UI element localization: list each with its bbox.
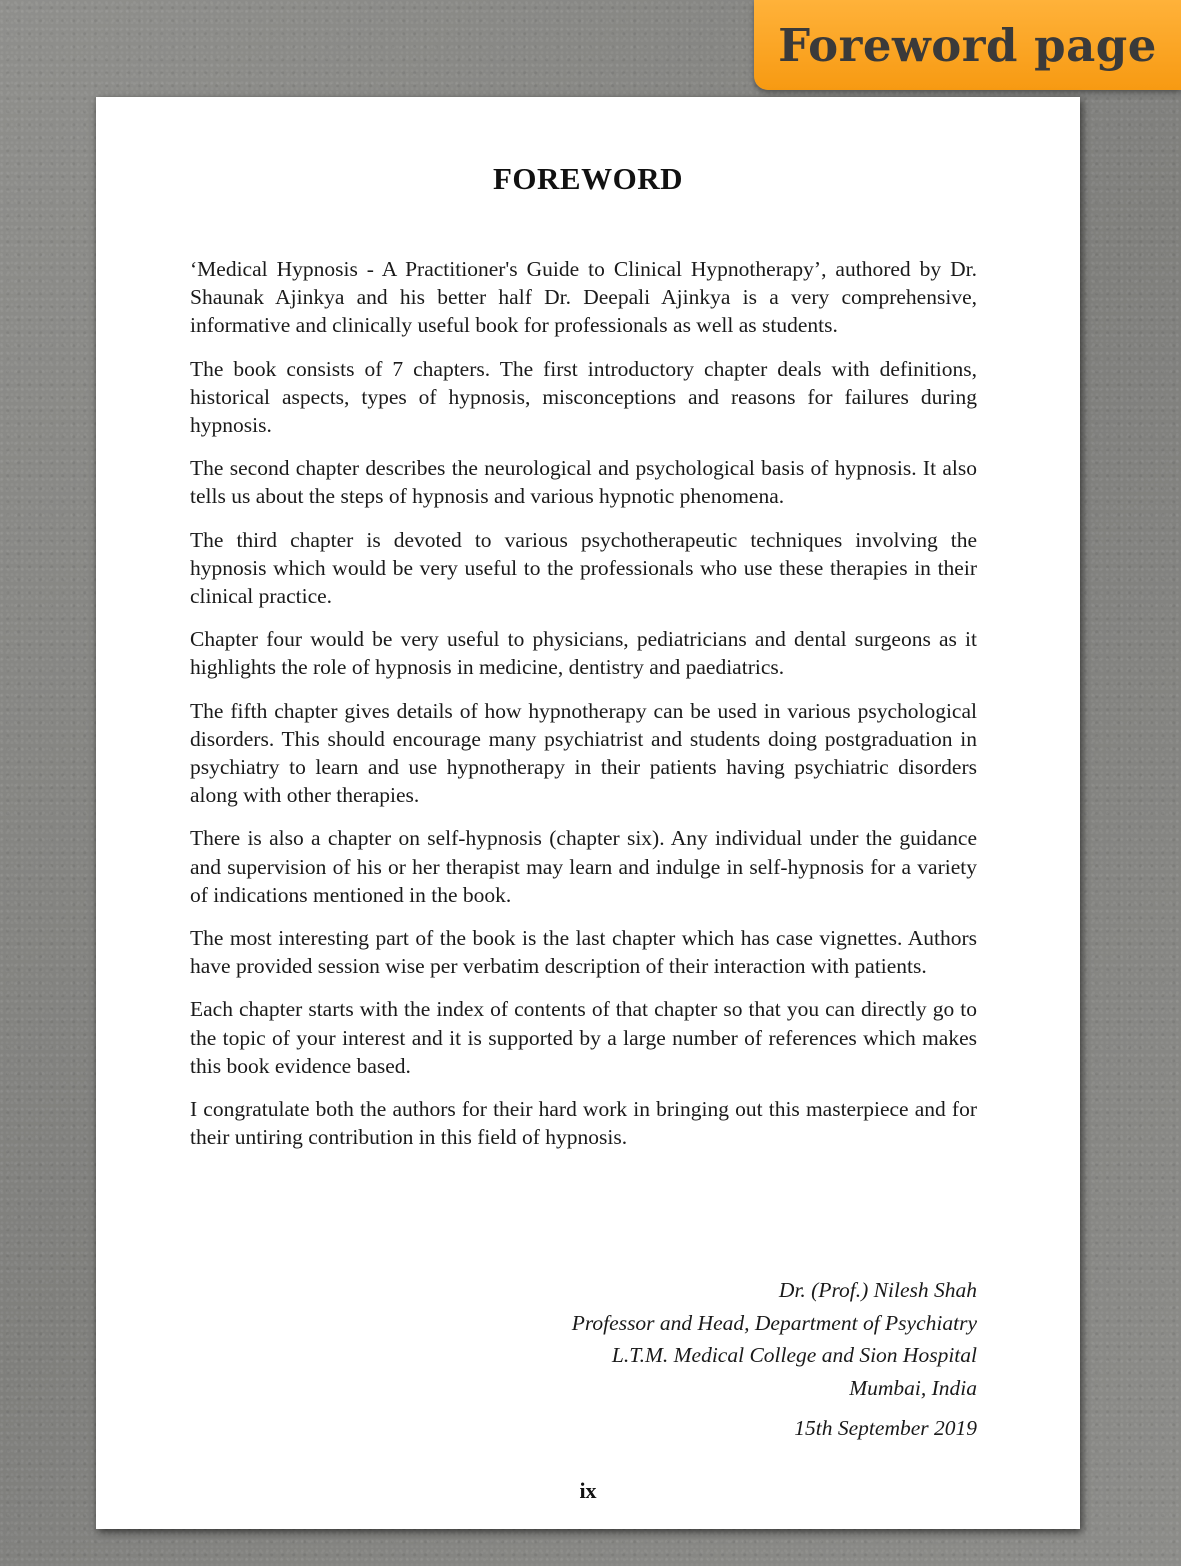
paragraph-chapters-overview: The book consists of 7 chapters. The first introductory chapter deals with definitions, historical aspects, types of hypnosis, misconceptions and reasons for failures during hypnosis. — [190, 356, 977, 438]
signature-date: 15th September 2019 — [794, 1416, 977, 1440]
foreword-body — [190, 255, 977, 1166]
page-number: ix — [579, 1478, 597, 1503]
signatory-location: Mumbai, India — [849, 1375, 977, 1400]
paragraph-last-chapter: The most interesting part of the book is the last chapter which has case vignettes. Authors have provided session wise per verbatim description of their interaction with patients. — [190, 926, 977, 979]
foreword-page-banner — [754, 0, 1181, 90]
paragraph-chapter-five: The fifth chapter gives details of how hypnotherapy can be used in various psychological disorders. This should encourage many psychiatrist and students doing postgraduation in psychiatry to learn and use hypnotherapy in their patients having psychiatric disorders along with other therapies. — [190, 698, 977, 808]
book-page — [96, 97, 1080, 1529]
paragraph-chapter-six: There is also a chapter on self-hypnosis (chapter six). Any individual under the guidance and supervision of his or her therapist may learn and indulge in self-hypnosis for a variety of indications mentioned in the book. — [190, 826, 977, 907]
signature-block — [572, 1274, 977, 1445]
signatory-name: Dr. (Prof.) Nilesh Shah — [778, 1278, 977, 1302]
paragraph-chapter-two: The second chapter describes the neurological and psychological basis of hypnosis. It also tells us about the steps of hypnosis and various hypnotic phenomena. — [190, 456, 977, 509]
banner-label: Foreword page — [778, 18, 1157, 72]
paragraph-chapter-three: The third chapter is devoted to various psychotherapeutic techniques involving the hypnosis which would be very useful to the professionals who use these therapies in their clinical practice. — [190, 527, 977, 609]
signatory-institution: L.T.M. Medical College and Sion Hospital — [611, 1343, 977, 1367]
paragraph-congratulations: I congratulate both the authors for their hard work in bringing out this masterpiece and for their untiring contribution in this field of hypnosis. — [190, 1097, 977, 1150]
paragraph-chapter-four: Chapter four would be very useful to physicians, pediatricians and dental surgeons as it highlights the role of hypnosis in medicine, dentistry and paediatrics. — [190, 627, 977, 680]
signatory-position: Professor and Head, Department of Psychiatry — [571, 1310, 977, 1335]
paragraph-intro: ‘Medical Hypnosis - A Practitioner's Guide to Clinical Hypnotherapy’, authored by Dr. Shaunak Ajinkya and his better half Dr. Deepali Ajinkya is a very comprehensive, informative and clinically useful book for professionals as well as students. — [190, 257, 977, 338]
paragraph-index-references: Each chapter starts with the index of contents of that chapter so that you can directly go to the topic of your interest and it is supported by a large number of references which makes this book evidence based. — [190, 997, 977, 1078]
page-title: FOREWORD — [493, 161, 683, 196]
